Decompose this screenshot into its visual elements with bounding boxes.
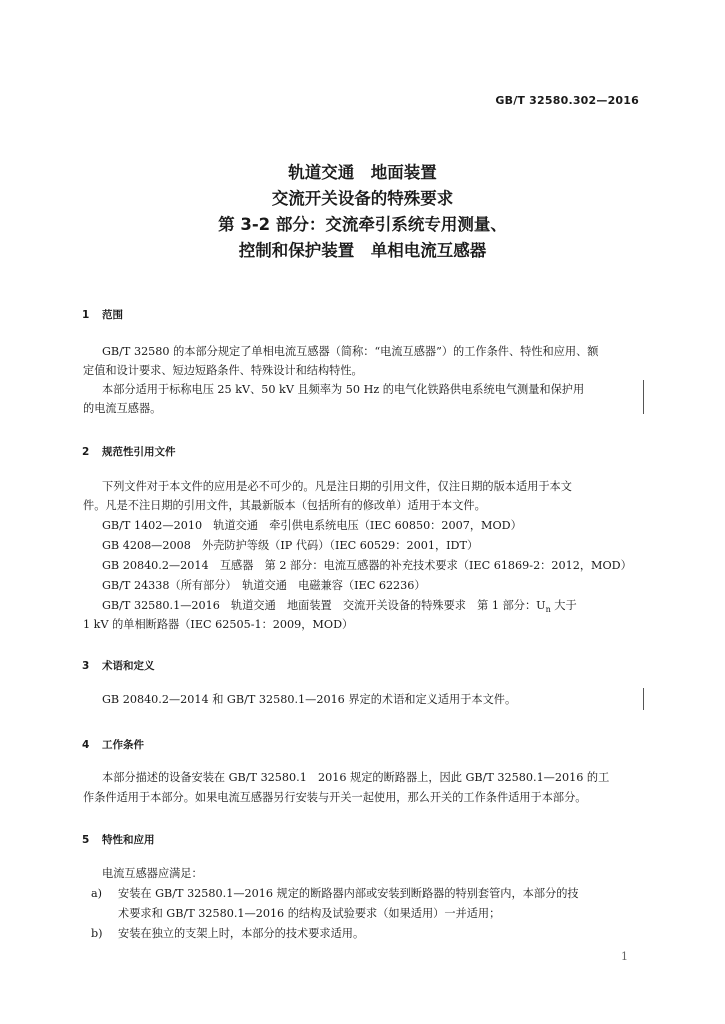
reference-item: GB 20840.2—2014 互感器 第 2 部分：电流互感器的补充技术要求（IEC 61869-2：2012，MOD） — [102, 559, 632, 572]
section-number: 1 — [82, 309, 90, 321]
section-2-heading — [82, 444, 176, 459]
list-item-text: 安装在 GB/T 32580.1—2016 规定的断路器内部或安装到断路器的特别套管内，本部分的技 — [118, 887, 579, 900]
list-item-text: 安装在独立的支架上时，本部分的技术要求适用。 — [118, 927, 365, 940]
paragraph-line: 的电流互感器。 — [83, 402, 162, 415]
section-title: 范围 — [102, 309, 123, 321]
section-1-heading — [82, 307, 123, 322]
list-marker: b) — [91, 927, 103, 940]
paragraph-line: 下列文件对于本文件的应用是必不可少的。凡是注日期的引用文件，仅注日期的版本适用于本文 — [102, 480, 572, 493]
title-line-3: 第 3-2 部分：交流牵引系统专用测量、 — [218, 215, 507, 234]
reference-item-cont: 1 kV 的单相断路器（IEC 62505-1：2009，MOD） — [83, 618, 354, 631]
list-item-text: 术要求和 GB/T 32580.1—2016 的结构及试验要求（如果适用）一并适用； — [118, 907, 501, 920]
paragraph-line: GB/T 32580 的本部分规定了单相电流互感器（简称：“电流互感器”）的工作条件、特性和应用、额 — [102, 345, 599, 358]
paragraph-line: 本部分描述的设备安装在 GB/T 32580.1 2016 规定的断路器上，因此 GB/T 32580.1—2016 的工 — [102, 771, 610, 784]
paragraph-line: 件。凡是不注日期的引用文件，其最新版本（包括所有的修改单）适用于本文件。 — [83, 499, 486, 512]
reference-item: GB/T 1402—2010 轨道交通 牵引供电系统电压（IEC 60850：2007，MOD） — [102, 519, 522, 532]
section-number: 2 — [82, 446, 90, 458]
page-number: 1 — [621, 950, 628, 963]
section-4-heading — [82, 737, 144, 752]
change-bar — [643, 380, 644, 414]
change-bar — [643, 688, 644, 710]
reference-item: GB/T 24338（所有部分） 轨道交通 电磁兼容（IEC 62236） — [102, 579, 426, 592]
paragraph-line: 电流互感器应满足： — [102, 867, 203, 880]
list-marker: a) — [91, 887, 103, 900]
section-number: 5 — [82, 834, 90, 846]
paragraph-line: 定值和设计要求、短边短路条件、特殊设计和结构特性。 — [83, 364, 363, 377]
subscript: n — [545, 605, 551, 615]
section-title: 工作条件 — [102, 739, 144, 751]
section-number: 3 — [82, 660, 90, 672]
section-3-heading — [82, 658, 155, 673]
standard-code: GB/T 32580.302—2016 — [495, 94, 639, 107]
paragraph-line: 本部分适用于标称电压 25 kV、50 kV 且频率为 50 Hz 的电气化铁路供电系统电气测量和保护用 — [102, 383, 585, 396]
section-5-heading — [82, 832, 155, 847]
reference-text: GB/T 32580.1—2016 轨道交通 地面装置 交流开关设备的特殊要求 第 1 部分：U — [102, 599, 546, 612]
paragraph-line: 作条件适用于本部分。如果电流互感器另行安装与开关一起使用，那么开关的工作条件适用于本部分。 — [83, 791, 587, 804]
section-number: 4 — [82, 739, 90, 751]
document-title — [0, 160, 725, 264]
section-title: 术语和定义 — [102, 660, 155, 672]
reference-item: GB 4208—2008 外壳防护等级（IP 代码）（IEC 60529：2001，IDT） — [102, 539, 479, 552]
section-title: 规范性引用文件 — [102, 446, 176, 458]
paragraph-line: GB 20840.2—2014 和 GB/T 32580.1—2016 界定的术语和定义适用于本文件。 — [102, 693, 517, 706]
title-line-4: 控制和保护装置 单相电流互感器 — [238, 241, 487, 260]
title-line-1: 轨道交通 地面装置 — [288, 163, 437, 182]
title-line-2: 交流开关设备的特殊要求 — [271, 189, 454, 208]
reference-tail: 大于 — [550, 599, 577, 612]
reference-item — [102, 599, 577, 617]
section-title: 特性和应用 — [102, 834, 155, 846]
